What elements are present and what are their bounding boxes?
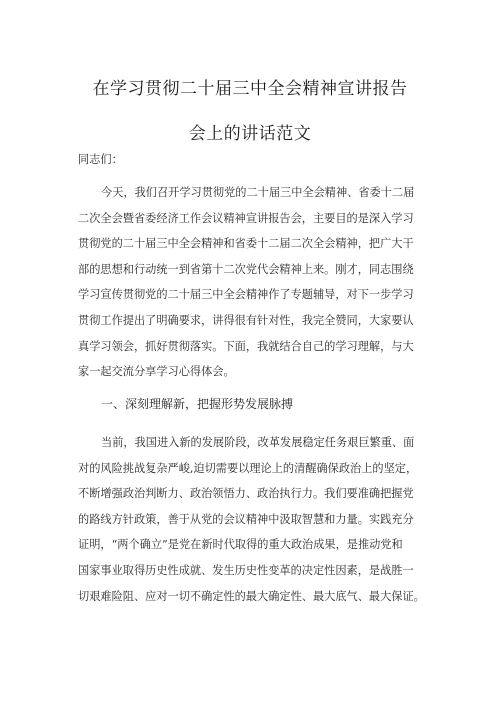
paragraph-1 <box>78 180 436 385</box>
paragraph-line: 当前，我国进入新的发展阶段，改革发展稳定任务艰巨繁重、面 <box>101 436 415 449</box>
paragraph-line: 学习宣传贯彻党的二十届三中全会精神作了专题辅导，对下一步学习 <box>78 288 414 302</box>
paragraph-line: 的路线方针政策，善于从党的会议精神中汲取智慧和力量。实践充分 <box>78 512 414 526</box>
paragraph-line: 证明，“两个确立”是党在新时代取得的重大政治成果，是推动党和 <box>78 538 403 552</box>
paragraph-line: 不断增强政治判断力、政治领悟力、政治执行力。我们要准确把握党 <box>78 487 414 501</box>
section-heading-1: 一、深刻理解新，把握形势发展脉搏 <box>101 397 294 411</box>
paragraph-line: 切艰难险阻、应对一切不确定性的最大确定性、最大底气、最大保证。 <box>78 589 425 603</box>
paragraph-line: 贯彻党的二十届三中全会精神和省委十二届二次全会精神，把广大干 <box>78 237 414 251</box>
greeting: 同志们： <box>78 153 123 166</box>
document-title-line-2: 会上的讲话范文 <box>188 124 312 144</box>
paragraph-line: 真学习领会，抓好贯彻落实。下面，我就结合自己的学习理解，与大 <box>78 339 414 353</box>
paragraph-2 <box>78 430 436 609</box>
paragraph-line: 家一起交流分享学习心得体会。 <box>78 365 235 379</box>
paragraph-line: 部的思想和行动统一到省第十二次党代会精神上来。刚才，同志围绕 <box>78 262 414 276</box>
paragraph-line: 国家事业取得历史性成就、发生历史性变革的决定性因素，是战胜一 <box>78 563 414 577</box>
paragraph-line: 贯彻工作提出了明确要求，讲得很有针对性，我完全赞同，大家要认 <box>78 313 414 327</box>
paragraph-line: 二次全会暨省委经济工作会议精神宣讲报告会，主要目的是深入学习 <box>78 211 414 225</box>
paragraph-line: 对的风险挑战复杂严峻,迫切需要以理论上的清醒确保政治上的坚定， <box>78 461 418 475</box>
paragraph-line: 今天，我们召开学习贯彻党的二十届三中全会精神、省委十二届 <box>101 186 415 199</box>
document-title-line-1: 在学习贯彻二十届三中全会精神宣讲报告 <box>92 79 408 99</box>
